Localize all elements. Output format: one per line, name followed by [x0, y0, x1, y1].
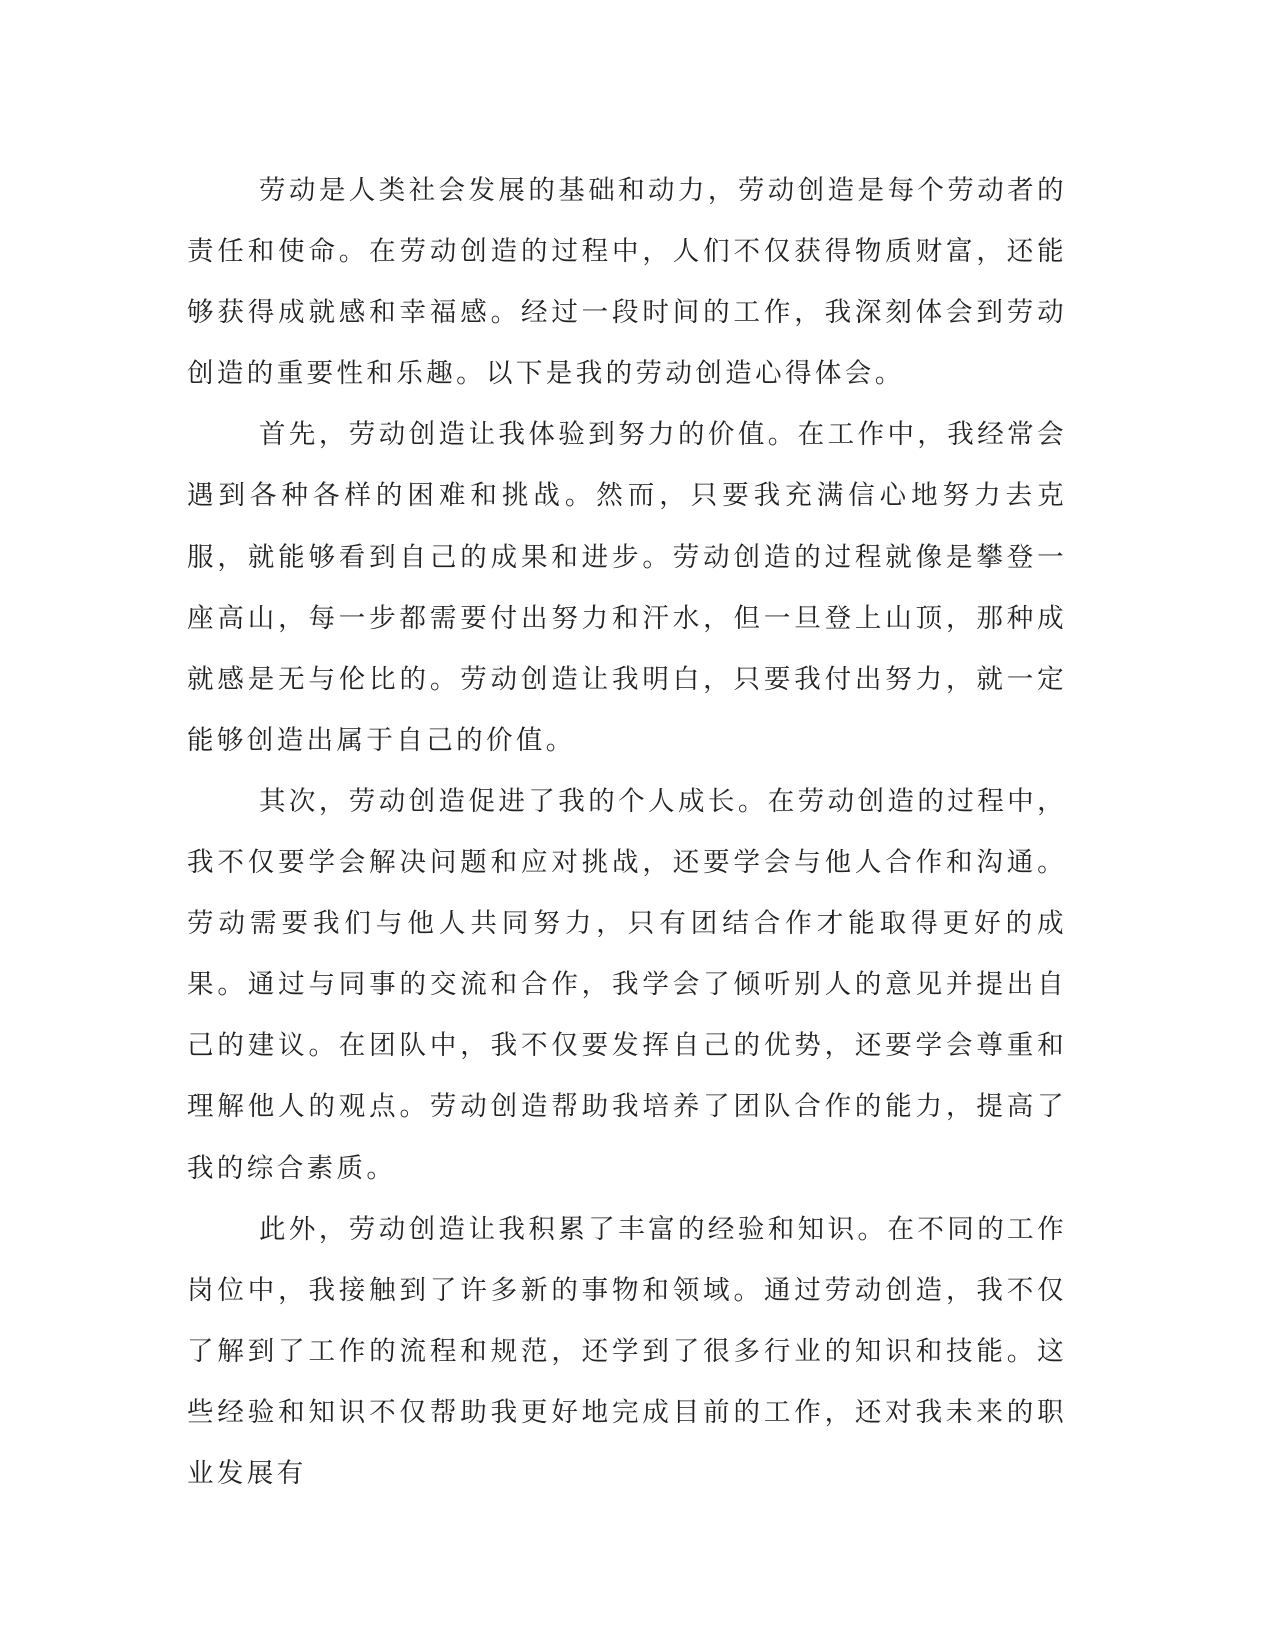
document-body	[187, 160, 1067, 1504]
paragraph-third-point: 此外，劳动创造让我积累了丰富的经验和知识。在不同的工作岗位中，我接触到了许多新的事物和领域。通过劳动创造，我不仅了解到了工作的流程和规范，还学到了很多行业的知识和技能。这些经验和知识不仅帮助我更好地完成目前的工作，还对我未来的职业发展有	[187, 1213, 1067, 1489]
paragraph-first-point: 首先，劳动创造让我体验到努力的价值。在工作中，我经常会遇到各种各样的困难和挑战。然而，只要我充满信心地努力去克服，就能够看到自己的成果和进步。劳动创造的过程就像是攀登一座高山，每一步都需要付出努力和汗水，但一旦登上山顶，那种成就感是无与伦比的。劳动创造让我明白，只要我付出努力，就一定能够创造出属于自己的价值。	[187, 419, 1067, 756]
paragraph-second-point: 其次，劳动创造促进了我的个人成长。在劳动创造的过程中，我不仅要学会解决问题和应对挑战，还要学会与他人合作和沟通。劳动需要我们与他人共同努力，只有团结合作才能取得更好的成果。通过与同事的交流和合作，我学会了倾听别人的意见并提出自己的建议。在团队中，我不仅要发挥自己的优势，还要学会尊重和理解他人的观点。劳动创造帮助我培养了团队合作的能力，提高了我的综合素质。	[187, 785, 1067, 1184]
paragraph-intro: 劳动是人类社会发展的基础和动力，劳动创造是每个劳动者的责任和使命。在劳动创造的过程中，人们不仅获得物质财富，还能够获得成就感和幸福感。经过一段时间的工作，我深刻体会到劳动创造的重要性和乐趣。以下是我的劳动创造心得体会。	[187, 175, 1067, 390]
